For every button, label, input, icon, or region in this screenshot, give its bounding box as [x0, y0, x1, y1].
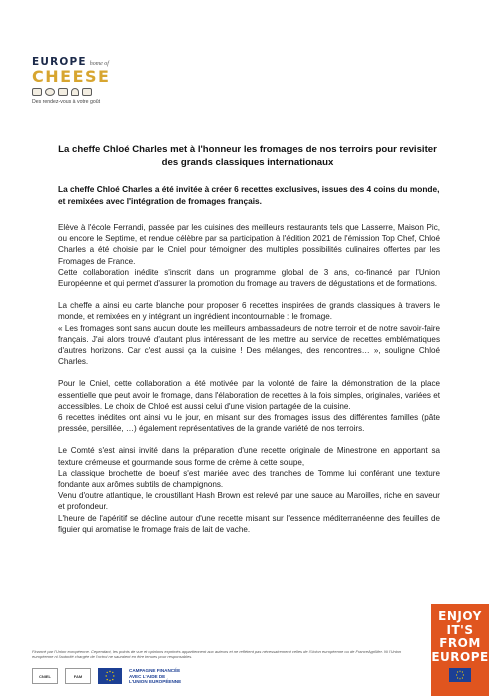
- paragraph-line: Elève à l'école Ferrandi, passée par les cuisines des meilleurs restaurants tels que Lasserre, Maison Pic, ou encore le Septime, et rendue célèbre par sa participation à l'édition 2021 de l'émission Top Chef, Chloé Charles a été choisie par le Cniel pour témoigner des multiples possibilités culinaires offertes par les Fromages de France.: [58, 223, 440, 266]
- funding-disclaimer: Financé par l'Union européenne. Cependant, les points de vue et opinions exprimés appartiennent aux auteurs et ne reflètent pas nécessairement celles de l'Union européenne ou de FranceAgriMer. Ni l'Union européenne ni l'autorité chargée de l'octroi ne sauraient en être tenues pour responsables.: [32, 649, 402, 659]
- europe-home-of-cheese-logo: [32, 56, 124, 105]
- paragraph-4: [58, 445, 440, 535]
- logo-home-of-text: home of: [89, 61, 109, 67]
- body-text: [58, 222, 440, 535]
- paragraph-line: La classique brochette de boeuf s'est mariée avec des tranches de Tomme lui conférant une texture fondante aux arômes subtils de champignons.: [58, 468, 440, 490]
- badge-line-enjoy: ENJOY: [438, 609, 482, 623]
- lead-paragraph: La cheffe Chloé Charles a été invitée à créer 6 recettes exclusives, issues des 4 coins du monde, et remixées avec l'intégration de fromages français.: [58, 184, 440, 206]
- footer-logos: [32, 668, 181, 685]
- paragraph-line: Venu d'outre atlantique, le croustillant Hash Brown est relevé par une sauce au Maroilles, riche en saveur et profondeur.: [58, 491, 440, 512]
- enjoy-its-from-europe-badge: [431, 604, 489, 696]
- paragraph-line: Pour le Cniel, cette collaboration a été motivée par la volonté de faire la démonstration de la place essentielle que peut avoir le fromage, dans l'élaboration de recettes à la fois simples, originales, variées et accessibles. Le choix de Chloé est aussi celui d'une vision partagée de la cuisine.: [58, 379, 440, 411]
- cheese-block-icon: [58, 88, 68, 96]
- logo-europe-text: EUROPE: [32, 56, 87, 68]
- logo-tagline: Des rendez-vous à votre goût: [32, 99, 101, 105]
- eu-flag-icon: [449, 668, 471, 682]
- paragraph-line: La cheffe a ainsi eu carte blanche pour proposer 6 recettes inspirées de grands classiques à travers le monde, et remixées en y intégrant un ingrédient incontournable : le fromage.: [58, 301, 440, 322]
- paragraph-line: « Les fromages sont sans aucun doute les meilleurs ambassadeurs de notre terroir et de notre savoir-faire français. J'ai alors trouvé d'autant plus intéressant de les mettre au service de recettes emblématiques d'autres horizons. Car c'est aussi ça la cuisine ! Des mélanges, des rencontres… », souligne Chloé Charles.: [58, 323, 440, 367]
- paragraph-line: Cette collaboration inédite s'inscrit dans un programme global de 3 ans, co-financé par l'Union Européenne et qui permet d'assurer la promotion du fromage au travers de dégustations et de formations.: [58, 267, 440, 289]
- paragraph-line: 6 recettes inédites ont ainsi vu le jour, en misant sur des fromages issus des différentes familles (pâte pressée, persillée, …) également représentatives de la grande variété de nos terroirs.: [58, 413, 440, 434]
- eu-campaign-line: AVEC L'AIDE DE: [129, 673, 166, 679]
- paragraph-1: [58, 222, 440, 289]
- cniel-logo: CNIEL: [32, 668, 58, 684]
- paragraph-line: Le Comté s'est ainsi invité dans la préparation d'une recette originale de Minestrone en apportant sa texture crémeuse et gourmande sous forme de crème à cette soupe,: [58, 446, 440, 467]
- logo-cheese-icons: [32, 88, 124, 96]
- cheese-round-icon: [45, 88, 55, 96]
- badge-line-its-from: IT'S FROM: [439, 622, 481, 650]
- badge-line-europe: EUROPE: [431, 649, 489, 664]
- eu-campaign-text: [129, 668, 181, 685]
- cheese-slice-icon: [82, 88, 92, 96]
- paragraph-3: [58, 378, 440, 434]
- eu-campaign-line: L'UNION EUROPÉENNE: [129, 679, 182, 685]
- logo-cheese-text: CHEESE: [32, 67, 111, 86]
- eu-campaign-line: CAMPAGNE FINANCÉE: [129, 668, 181, 673]
- eu-flag-icon: [98, 668, 122, 684]
- paragraph-2: [58, 300, 440, 367]
- paragraph-line: L'heure de l'apéritif se décline autour d'une recette misant sur l'essence méditerranéenne des feuilles de figuier qui aromatise le fromage frais de lait de vache.: [58, 513, 440, 534]
- franceagrimer-logo: FAM: [65, 668, 91, 684]
- document-title: La cheffe Chloé Charles met à l'honneur les fromages de nos terroirs pour revisiter des grands classiques internationaux: [58, 144, 437, 168]
- cheese-wedge-icon: [32, 88, 42, 96]
- cheese-dome-icon: [71, 88, 79, 96]
